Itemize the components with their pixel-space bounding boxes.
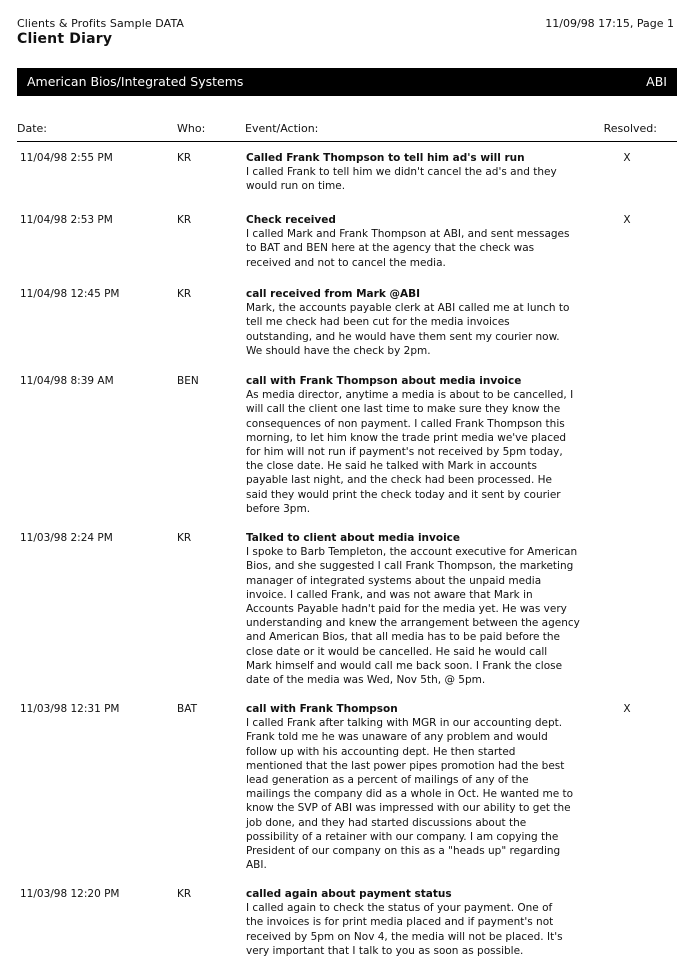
entry-title: call received from Mark @ABI: [246, 288, 420, 300]
entry-date: 11/03/98 12:20 PM: [20, 888, 120, 900]
entry-resolved: X: [623, 703, 631, 715]
entry-body: I called again to check the status of your payment. One of the invoices is for print media placed and if payment's not received by 5pm on Nov 4, the media will not be placed. It's very important that I talk to you as soon as possible.: [246, 902, 563, 957]
entry-resolved: X: [623, 152, 631, 164]
entry-body: I called Frank to tell him we didn't cancel the ad's and they would run on time.: [246, 166, 557, 193]
entry-body: Mark, the accounts payable clerk at ABI called me at lunch to tell me check had been cut for the media invoices outstanding, and he would have them sent my courier now. We should have the check by 2pm.: [246, 302, 570, 357]
entry-who: BEN: [177, 375, 199, 387]
entry-who: KR: [177, 214, 192, 226]
entry-event: [246, 151, 586, 194]
entry-who: KR: [177, 152, 192, 164]
entry-event: [246, 287, 586, 358]
column-header-who: Who:: [177, 122, 206, 135]
entry-who: BAT: [177, 703, 197, 715]
company-name: Clients & Profits Sample DATA: [17, 17, 185, 30]
entry-event: [246, 374, 586, 516]
entry-date: 11/03/98 2:24 PM: [20, 532, 113, 544]
entry-resolved: X: [623, 214, 631, 226]
entry-title: call with Frank Thompson about media invoice: [246, 375, 522, 387]
entry-event: [246, 702, 586, 872]
header-divider: [17, 141, 677, 142]
column-header-resolved: Resolved:: [603, 122, 657, 135]
client-name: American Bios/Integrated Systems: [27, 73, 244, 89]
entry-title: Talked to client about media invoice: [246, 532, 461, 544]
entry-date: 11/04/98 2:53 PM: [20, 214, 113, 226]
entry-body: I called Mark and Frank Thompson at ABI, and sent messages to BAT and BEN here at the agency that the check was received and not to cancel the media.: [246, 228, 570, 269]
entry-event: [246, 213, 586, 270]
entry-title: called again about payment status: [246, 888, 452, 900]
report-title: Client Diary: [17, 31, 113, 47]
entry-who: KR: [177, 288, 192, 300]
entry-date: 11/04/98 8:39 AM: [20, 375, 114, 387]
entry-body: As media director, anytime a media is about to be cancelled, I will call the client one last time to make sure they know the consequences of non payment. I called Frank Thompson this morning, to let him know the trade print media we've placed for him will not run if payment's not received by 5pm today, the close date. He said he talked with Mark in accounts payable last night, and the check had been processed. He said they would print the check today and it sent by courier before 3pm.: [246, 389, 574, 515]
client-code: ABI: [646, 73, 667, 89]
entry-title: Check received: [246, 214, 336, 226]
entry-date: 11/04/98 2:55 PM: [20, 152, 113, 164]
entry-title: call with Frank Thompson: [246, 703, 398, 715]
column-headers: [17, 122, 677, 138]
client-header-bar: [17, 68, 677, 96]
entry-who: KR: [177, 888, 192, 900]
entry-body: I called Frank after talking with MGR in our accounting dept. Frank told me he was unaware of any problem and would follow up with his accounting dept. He then started mentioned that the last power pipes promotion had the best lead generation as a percent of mailings of any of the mailings the company did as a whole in Oct. He wanted me to know the SVP of ABI was impressed with our ability to get the job done, and they had started discussions about the possibility of a retainer with our company. I am copying the President of our company on this as a "heads up" regarding ABI.: [246, 717, 574, 872]
entry-event: [246, 531, 586, 687]
entry-body: I spoke to Barb Templeton, the account executive for American Bios, and she suggested I call Frank Thompson, the marketing manager of integrated systems about the unpaid media invoice. I called Frank, and was not aware that Mark in Accounts Payable hadn't paid for the media yet. He was very understanding and knew the arrangement between the agency and American Bios, that all media has to be paid before the close date or it would be cancelled. He said he would call Mark himself and would call me back soon. I Frank the close date of the media was Wed, Nov 5th, @ 5pm.: [246, 546, 580, 687]
entry-date: 11/04/98 12:45 PM: [20, 288, 120, 300]
entry-date: 11/03/98 12:31 PM: [20, 703, 120, 715]
entry-who: KR: [177, 532, 192, 544]
report-date-page: 11/09/98 17:15, Page 1: [545, 17, 674, 30]
entry-title: Called Frank Thompson to tell him ad's will run: [246, 152, 525, 164]
entry-event: [246, 887, 586, 958]
column-header-date: Date:: [17, 122, 47, 135]
column-header-event: Event/Action:: [245, 122, 319, 135]
